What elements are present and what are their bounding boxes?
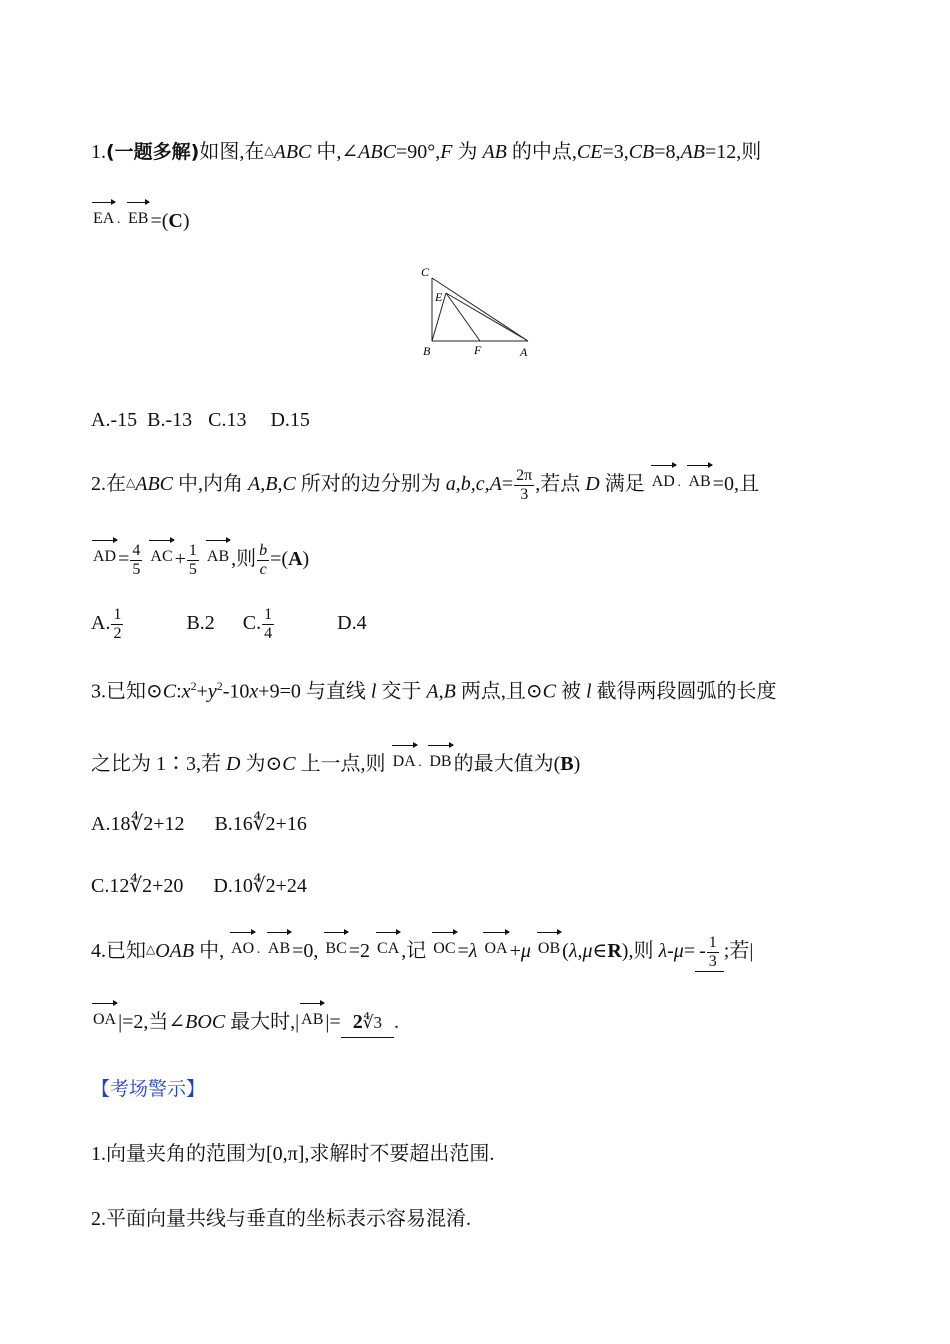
q1-choice-d[interactable]: D.15 bbox=[270, 409, 310, 431]
q1-choices bbox=[91, 406, 860, 434]
vector-oc: OC bbox=[431, 935, 457, 963]
q1-choice-b[interactable]: B.-13 bbox=[147, 409, 193, 431]
warning-title: 【考场警示】 bbox=[91, 1078, 206, 1100]
label-a: A bbox=[520, 345, 528, 359]
q1-tag: (一题多解) bbox=[106, 141, 200, 163]
q4-line1: 4.已知△OAB 中, AO · AB =0, BC =2 CA ,记 OC =λ OA +μ OB (λ,μ∈R),则 λ-μ= - $\frac{1}{3}$ ;若| bbox=[91, 934, 754, 970]
vector-ad: AD bbox=[650, 468, 677, 496]
vector-ab-q4-2: AB bbox=[299, 1006, 325, 1034]
q3-answer: B bbox=[560, 753, 574, 775]
label-b: B bbox=[423, 344, 431, 358]
label-e: E bbox=[435, 290, 443, 304]
vector-ab-2: AB bbox=[205, 543, 231, 571]
q3-line2: 之比为 1∶3,若 D 为⊙C 上一点,则 DA · DB 的最大值为(B) bbox=[91, 748, 860, 781]
warning-item-1: 1.向量夹角的范围为[0,π],求解时不要超出范围. bbox=[91, 1143, 495, 1165]
q2-choice-a[interactable]: A. $\frac{1}{2}$ bbox=[91, 606, 122, 642]
q1-choice-c[interactable]: C.13 bbox=[208, 409, 247, 431]
q2-answer: A bbox=[288, 548, 303, 571]
label-f: F bbox=[474, 343, 482, 357]
q1-choice-a[interactable]: A.-15 bbox=[91, 409, 138, 431]
q2-choice-c[interactable]: C. $\frac{1}{4}$ bbox=[242, 606, 273, 642]
triangle-figure bbox=[418, 264, 536, 362]
q1-answer: C bbox=[168, 210, 183, 232]
q3-choice-d[interactable]: D.10∜2+24 bbox=[213, 875, 307, 897]
q2-choice-b[interactable]: B.2 bbox=[186, 612, 215, 635]
q3-choice-a[interactable]: A.18∜2+12 bbox=[91, 813, 185, 835]
vector-ca: CA bbox=[375, 935, 401, 963]
q3-choices-2 bbox=[91, 872, 860, 900]
q3-line1: 3.已知$⊙C:x^2+y^2-10x+9=0$ 与直线 l 交于 A,B 两点,且⊙C 被 l 截得两段圆弧的长度 bbox=[91, 679, 777, 703]
q2-choice-d[interactable]: D.4 bbox=[337, 612, 367, 635]
vector-bc: BC bbox=[323, 935, 348, 963]
vector-ab: AB bbox=[686, 468, 712, 496]
vector-oa: OA bbox=[482, 935, 509, 963]
vector-ob: OB bbox=[536, 935, 562, 963]
q4-answer-1: - $\frac{1}{3}$ bbox=[695, 934, 724, 972]
q2-line1: 2.在△ABC 中,内角 A,B,C 所对的边分别为 a,b,c,A= $\frac{2\pi}{3}$ ,若点 D 满足 AD · AB =0,且 bbox=[91, 467, 759, 503]
vector-da: DA bbox=[391, 748, 418, 776]
vector-ad-2: AD bbox=[91, 543, 118, 571]
q2-line2: AD = $\frac{4}{5}$ AC + $\frac{1}{5}$ AB ,则 $\frac{b}{c}$ =(A) bbox=[93, 542, 310, 578]
q1-line1: 1.(一题多解)如图,在△ABC 中,∠ABC=90°,F 为 AB 的中点,CE=3,CB=8,AB=12,则 bbox=[91, 141, 762, 163]
vector-ao: AO bbox=[229, 935, 256, 963]
vector-ac: AC bbox=[148, 543, 174, 571]
vector-ab-q4: AB bbox=[266, 935, 292, 963]
q3-choice-b[interactable]: B.16∜2+16 bbox=[214, 813, 307, 835]
vector-ea: EA bbox=[91, 205, 116, 233]
q1-line2: EA · EB =(C) bbox=[91, 205, 860, 238]
vector-eb: EB bbox=[126, 205, 150, 233]
warning-item-2: 2.平面向量共线与垂直的坐标表示容易混淆. bbox=[91, 1208, 471, 1230]
q4-answer-2: 2∜3 bbox=[341, 1008, 394, 1038]
q3-choice-c[interactable]: C.12∜2+20 bbox=[91, 875, 184, 897]
vector-oa-2: OA bbox=[91, 1006, 118, 1034]
q4-line2: OA |=2,当∠BOC 最大时,| AB |= 2∜3 . bbox=[91, 1006, 860, 1038]
vector-db: DB bbox=[427, 748, 453, 776]
label-c: C bbox=[421, 265, 430, 279]
q3-choices-1 bbox=[91, 810, 860, 838]
q2-choices bbox=[91, 606, 860, 643]
